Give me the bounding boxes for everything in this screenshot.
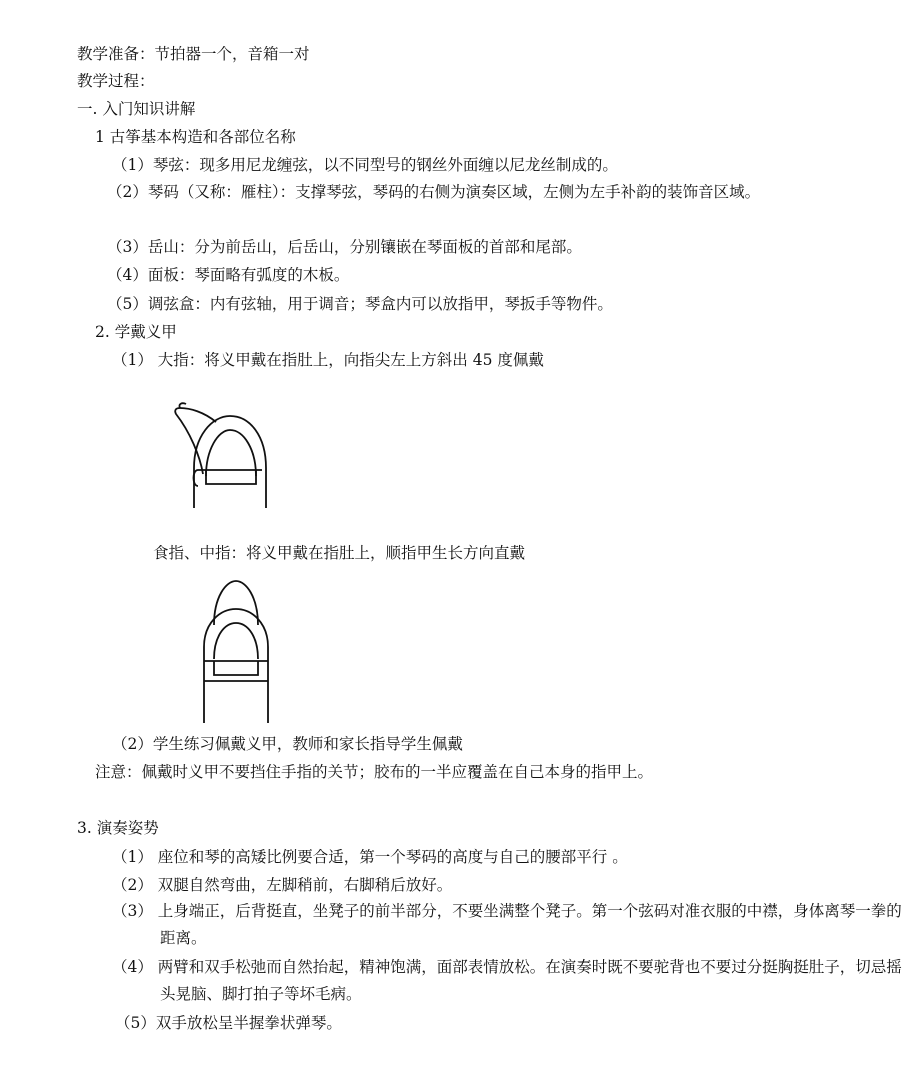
list-item-bridge: （2）琴码（又称：雁柱）：支撑琴弦，琴码的右侧为演奏区域，左侧为左手补韵的装饰音区域。 (107, 183, 761, 201)
posture-item-2: （2） 双腿自然弯曲，左脚稍前，右脚稍后放好。 (112, 876, 453, 894)
list-item-strings: （1）琴弦：现多用尼龙缠弦，以不同型号的钢丝外面缠以尼龙丝制成的。 (112, 156, 618, 174)
thumb-pick-illustration (168, 398, 278, 518)
section-1-2-title: 2. 学戴义甲 (95, 323, 177, 341)
list-item-thumb: （1） 大指：将义甲戴在指肚上，向指尖左上方斜出 45 度佩戴 (112, 351, 544, 369)
list-item-yueshan: （3）岳山：分为前岳山，后岳山，分别镶嵌在琴面板的首部和尾部。 (107, 238, 582, 256)
posture-item-3: （3） 上身端正，后背挺直，坐凳子的前半部分，不要坐满整个凳子。第一个弦码对准衣服的中襟，身体离琴一拳的距离。 (112, 902, 902, 947)
posture-item-5: （5）双手放松呈半握拳状弹琴。 (115, 1014, 342, 1032)
list-item-soundboard: （4）面板：琴面略有弧度的木板。 (107, 266, 350, 284)
section-1-1-title: 1 古筝基本构造和各部位名称 (95, 128, 296, 146)
posture-item-1: （1） 座位和琴的高矮比例要合适，第一个琴码的高度与自己的腰部平行 。 (112, 848, 628, 866)
process-line: 教学过程： (77, 72, 155, 90)
note-line: 注意：佩戴时义甲不要挡住手指的关节；胶布的一半应覆盖在自己本身的指甲上。 (95, 763, 654, 781)
section-1-title: 一. 入门知识讲解 (77, 100, 196, 118)
list-item-practice: （2）学生练习佩戴义甲，教师和家长指导学生佩戴 (112, 735, 463, 753)
section-3-title: 3. 演奏姿势 (77, 819, 159, 837)
prep-line: 教学准备：节拍器一个，音箱一对 (77, 45, 310, 63)
list-item-tuning-box: （5）调弦盒：内有弦轴，用于调音；琴盒内可以放指甲，琴扳手等物件。 (107, 295, 613, 313)
index-middle-pick-illustration (196, 575, 276, 725)
posture-item-4: （4） 两臂和双手松弛而自然抬起，精神饱满，面部表情放松。在演奏时既不要驼背也不要过分挺胸挺肚子，切忌摇头晃脑、脚打拍子等坏毛病。 (112, 958, 902, 1003)
index-middle-line: 食指、中指：将义甲戴在指肚上，顺指甲生长方向直戴 (153, 544, 526, 562)
